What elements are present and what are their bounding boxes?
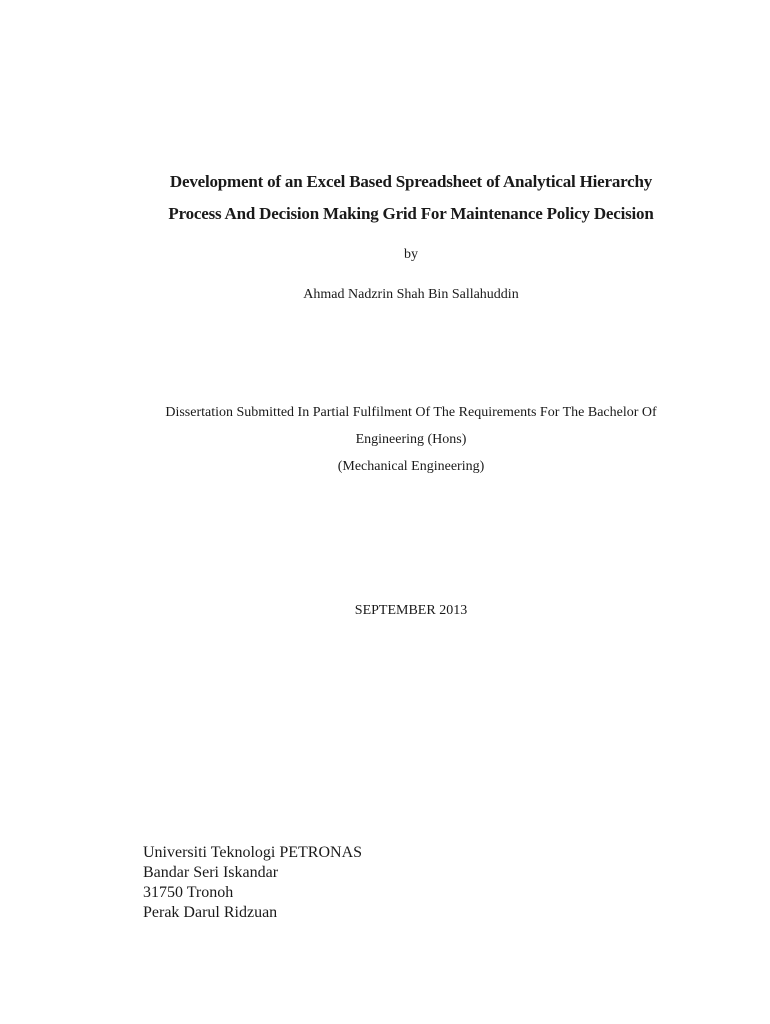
university-address — [143, 843, 362, 923]
title-line-1: Development of an Excel Based Spreadsheet of Analytical Hierarchy — [169, 172, 653, 191]
title-line-2: Process And Decision Making Grid For Maintenance Policy Decision — [168, 204, 654, 223]
author-name: Ahmad Nadzrin Shah Bin Sallahuddin — [303, 287, 519, 302]
address-line-2: Bandar Seri Iskandar — [143, 864, 279, 881]
dissertation-statement-line-1: Dissertation Submitted In Partial Fulfilment Of The Requirements For The Bachelor Of — [165, 405, 657, 420]
by-label: by — [404, 247, 418, 262]
address-line-3: 31750 Tronoh — [143, 884, 234, 901]
address-line-4: Perak Darul Ridzuan — [143, 904, 278, 921]
submission-date: SEPTEMBER 2013 — [354, 603, 468, 618]
dissertation-statement-line-2: Engineering (Hons) — [355, 432, 467, 447]
dissertation-statement-line-3: (Mechanical Engineering) — [337, 459, 485, 474]
address-line-1: Universiti Teknologi PETRONAS — [143, 844, 363, 861]
